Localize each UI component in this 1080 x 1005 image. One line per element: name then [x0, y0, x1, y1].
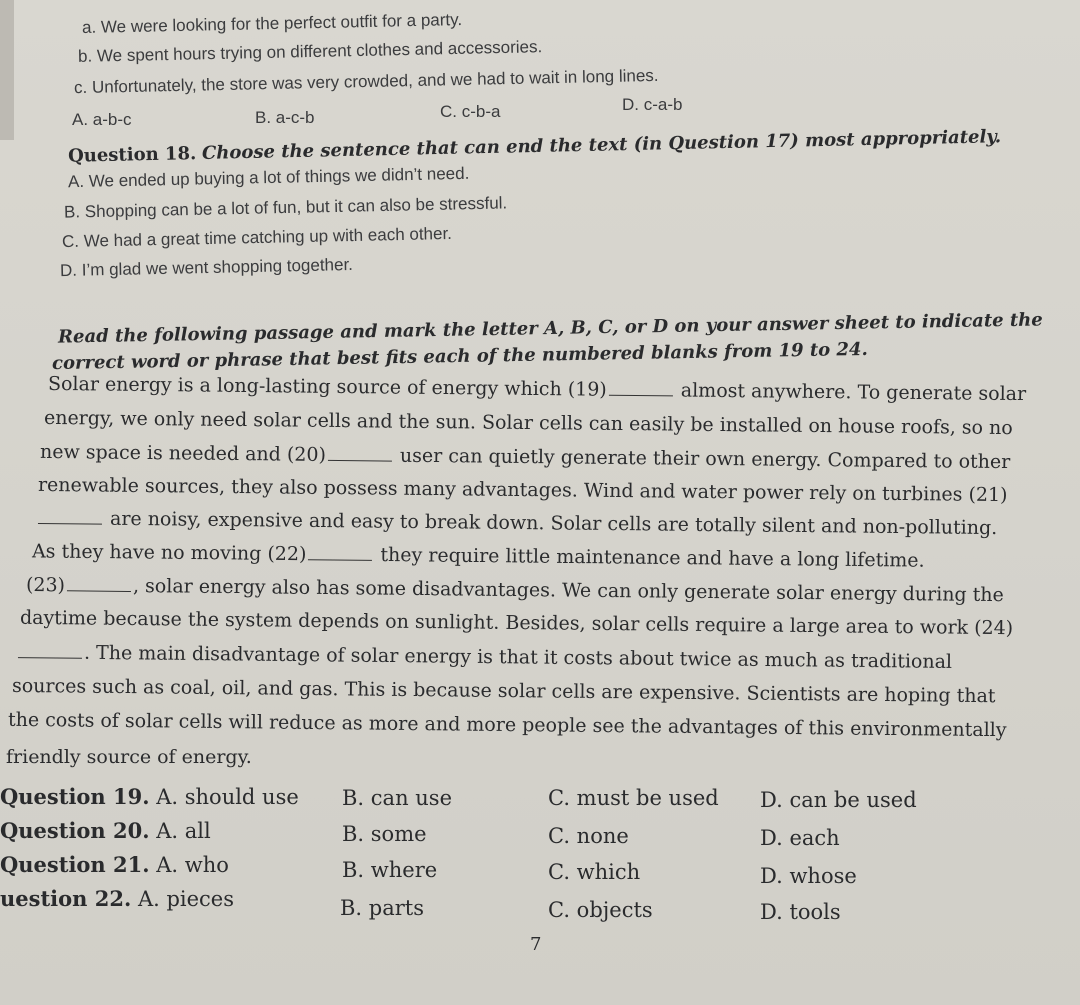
q22-option-d: D. tools [760, 900, 841, 924]
passage-text: they require little maintenance and have a long lifetime. [380, 543, 925, 572]
q20-option-b: B. some [342, 822, 427, 846]
instruction-line-2: correct word or phrase that best fits each of the numbered blanks from 19 to 24. [51, 338, 868, 375]
q20-option-c: C. none [548, 824, 629, 848]
question-20 [0, 818, 211, 843]
passage-text: , solar energy also has some disadvantages. We can only generate solar energy during the [132, 575, 1004, 607]
option-a: A. should use [156, 785, 299, 809]
q20-option-d: D. each [760, 826, 840, 850]
question-22 [0, 886, 234, 911]
question-label: Question 19. [0, 784, 150, 809]
option-a: A. pieces [137, 887, 235, 911]
q18-option-a: A. We ended up buying a lot of things we didn’t need. [67, 163, 470, 192]
q17-sentence-c: c. Unfortunately, the store was very crowded, and we had to wait in long lines. [73, 65, 659, 98]
page-number: 7 [530, 934, 542, 955]
passage-text: (23) [25, 573, 66, 597]
passage-line-3 [40, 441, 1010, 473]
instruction-line-1: Read the following passage and mark the letter A, B, C, or D on your answer sheet to indicate the [57, 309, 1043, 348]
blank-21 [38, 523, 102, 525]
q17-option-b: B. a-c-b [255, 108, 315, 127]
question-label: Question 21. [0, 852, 150, 877]
q22-option-c: C. objects [548, 898, 653, 922]
passage-text: new space is needed and (20) [39, 440, 327, 466]
blank-20 [328, 460, 392, 462]
q19-option-d: D. can be used [760, 788, 917, 812]
passage-line-10: sources such as coal, oil, and gas. This is because solar cells are expensive. Scientists are hoping that [11, 674, 996, 708]
question-label: uestion 22. [0, 886, 132, 911]
blank-19 [609, 395, 673, 397]
q19-option-b: B. can use [342, 786, 452, 810]
passage-text: Solar energy is a long-lasting source of energy which (19) [47, 372, 607, 401]
question-19 [0, 784, 299, 809]
blank-24 [18, 657, 82, 659]
q17-sentence-b: b. We spent hours trying on different clothes and accessories. [77, 37, 543, 66]
passage-line-6 [32, 540, 925, 571]
passage-line-4: renewable sources, they also possess many advantages. Wind and water power rely on turbines (21) [37, 473, 1008, 507]
passage-line-8: daytime because the system depends on sunlight. Besides, solar cells require a large area to work (24) [19, 606, 1014, 640]
passage-line-11: the costs of solar cells will reduce as more and more people see the advantages of this environmentally [7, 708, 1007, 742]
q21-option-b: B. where [342, 858, 438, 882]
blank-23 [67, 590, 131, 592]
passage-text: almost anywhere. To generate solar [680, 379, 1027, 406]
passage-text: user can quietly generate their own energy. Compared to other [399, 444, 1011, 474]
question-21 [0, 852, 229, 877]
question-label: Question 20. [0, 818, 150, 843]
passage-text: are noisy, expensive and easy to break down. Solar cells are totally silent and non-polluting. [109, 507, 998, 540]
page-edge-shadow [0, 0, 14, 140]
passage-text: As they have no moving (22) [31, 540, 307, 566]
passage-text: . The main disadvantage of solar energy is that it costs about twice as much as traditional [83, 641, 953, 673]
blank-22 [308, 559, 372, 561]
q17-sentence-a: a. We were looking for the perfect outfit for a party. [81, 10, 463, 37]
q21-option-d: D. whose [760, 864, 857, 888]
q17-option-c: C. c-b-a [440, 102, 501, 121]
passage-line-1 [48, 373, 1026, 405]
q17-option-d: D. c-a-b [622, 95, 683, 114]
option-a: A. who [156, 853, 229, 877]
q18-heading [68, 126, 1001, 167]
passage-line-7 [26, 574, 1004, 606]
q22-option-b: B. parts [340, 896, 424, 920]
passage-line-12: friendly source of energy. [6, 746, 252, 768]
q21-option-c: C. which [548, 860, 641, 884]
option-a: A. all [156, 819, 211, 843]
passage-line-5 [36, 507, 997, 539]
q18-option-c: C. We had a great time catching up with each other. [61, 223, 453, 252]
q18-option-b: B. Shopping can be a lot of fun, but it can also be stressful. [63, 193, 508, 222]
q19-option-c: C. must be used [548, 786, 719, 810]
q18-option-d: D. I’m glad we went shopping together. [59, 254, 354, 281]
q18-title: Question 18. [67, 143, 197, 167]
passage-line-2: energy, we only need solar cells and the sun. Solar cells can easily be installed on house roofs, so no [43, 406, 1013, 440]
q18-prompt: Choose the sentence that can end the text (in Question 17) most appropriately. [201, 126, 1002, 164]
passage-line-9 [16, 641, 952, 673]
q17-option-a: A. a-b-c [72, 110, 132, 129]
